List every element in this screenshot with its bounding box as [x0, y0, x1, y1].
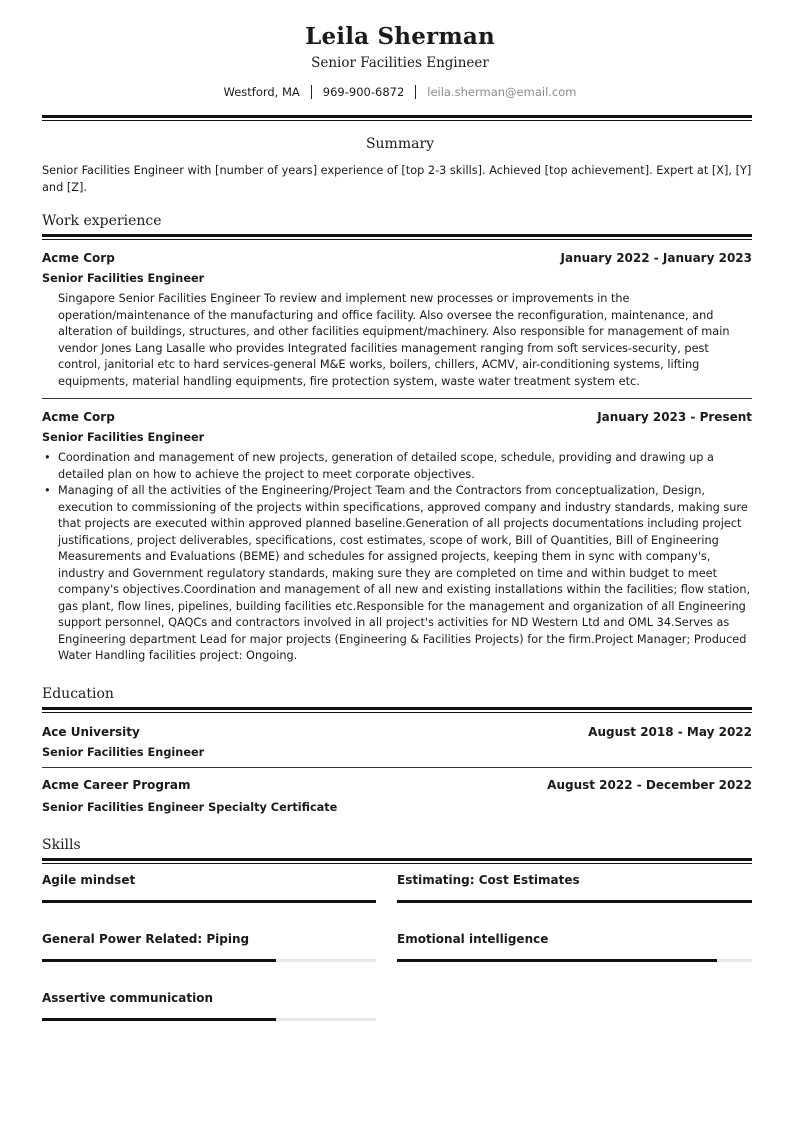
work-bullet-list: [58, 450, 752, 665]
work-bullet: • Coordination and management of new projects, generation of detailed scope, schedule, providing and drawing up a detailed plan on how to achieve the project to meet corporate objectives.: [58, 450, 752, 483]
contact-location: Westford, MA: [223, 85, 300, 99]
education-school: Acme Career Program: [42, 777, 191, 792]
skill-name: Emotional intelligence: [397, 931, 549, 946]
skill-name: Assertive communication: [42, 990, 214, 1005]
education-degree: Senior Facilities Engineer Specialty Certificate: [42, 800, 338, 814]
skills-grid: [42, 864, 752, 1041]
work-entry-header: [42, 250, 752, 266]
skill-level-bar: [42, 959, 376, 962]
education-school: Ace University: [42, 724, 140, 739]
summary-heading: Summary: [365, 136, 435, 152]
skill-level-fill: [397, 959, 717, 962]
education-heading: Education: [42, 685, 114, 702]
work-role: Senior Facilities Engineer: [42, 431, 205, 444]
contact-phone: 969-900-6872: [322, 85, 405, 99]
education-dates: August 2018 - May 2022: [588, 724, 752, 739]
work-entry-header: [42, 409, 752, 425]
skill-item: [42, 864, 376, 923]
skill-name: Estimating: Cost Estimates: [397, 872, 580, 887]
work-company: Acme Corp: [42, 251, 115, 265]
education-entry-header: [42, 724, 752, 740]
header-divider: [42, 115, 752, 121]
work-description: Singapore Senior Facilities Engineer To review and implement new processes or improvements in the operation/maintenance of the manufacturing and office facility. Also oversee the reconfiguration, maintenance, and alteration of buildings, structures, and other facilities equipment/machinery. Also responsible for management of main vendor Jones Lang Lasalle who provides Integrated facilities management ranging from soft services-security, pest control, janitorial etc to hard services-general M&E works, boilers, chillers, ACMV, air-conditioning systems, lifting equipments, material handling equipments, fire protection system, waste water treatment system etc.: [58, 292, 730, 388]
work-bullet: • Managing of all the activities of the Engineering/Project Team and the Contractors from conceptualization, Design, execution to commissioning of the projects within specifications, approved company and industry standards, making sure that projects are executed within approved planned baseline.Generation of all projects documentations including project justifications, project deliverables, specifications, cost estimates, scope of work, Bill of Quantities, Bill of Engineering Measurements and Evaluations (BEME) and schedules for assigned projects, keeping them in sync with company's, industry and Government regulatory standards, making sure they are completed on time and within budget to meet company's objectives.Coordination and management of all new and existing installations within the facilities; flow station, gas plant, flow lines, pipelines, building facilities etc.Responsible for the management and organization of all Engineering support personnel, QAQCs and contractors involved in all project's activities for ND Western Ltd and OML 34.Serves as Engineering department Lead for major projects (Engineering & Facilities Projects) for the firm.Project Manager; Produced Water Handling facilities project: Ongoing.: [58, 483, 752, 665]
skill-level-bar: [397, 959, 752, 962]
skill-level-fill: [42, 900, 376, 903]
skills-heading: Skills: [42, 836, 81, 853]
skill-level-bar: [397, 900, 752, 903]
contact-line: [0, 85, 800, 99]
skill-level-fill: [397, 900, 752, 903]
work-company: Acme Corp: [42, 410, 115, 424]
work-experience-heading: Work experience: [42, 213, 162, 229]
skill-item: [397, 864, 752, 923]
work-dates: January 2022 - January 2023: [560, 251, 752, 265]
candidate-name: Leila Sherman: [305, 23, 495, 50]
work-role: Senior Facilities Engineer: [42, 272, 205, 285]
resume-header: [0, 0, 800, 99]
summary-text: Senior Facilities Engineer with [number of years] experience of [top 2-3 skills]. Achieved [top achievement]. Expert at [X], [Y] and [Z].: [42, 164, 752, 194]
contact-email[interactable]: leila.sherman@email.com: [427, 85, 577, 99]
skill-name: Agile mindset: [42, 872, 136, 887]
skill-item: [42, 982, 376, 1041]
skill-level-bar: [42, 900, 376, 903]
education-degree: Senior Facilities Engineer: [42, 745, 205, 759]
work-dates: January 2023 - Present: [597, 410, 752, 424]
education-entry-header: [42, 777, 752, 793]
skill-item: [397, 923, 752, 982]
skill-level-fill: [42, 959, 276, 962]
skill-name: General Power Related: Piping: [42, 931, 250, 946]
skill-level-bar: [42, 1018, 376, 1021]
education-dates: August 2022 - December 2022: [547, 777, 752, 792]
candidate-title: Senior Facilities Engineer: [311, 55, 489, 71]
skill-level-fill: [42, 1018, 276, 1021]
skill-item: [42, 923, 376, 982]
